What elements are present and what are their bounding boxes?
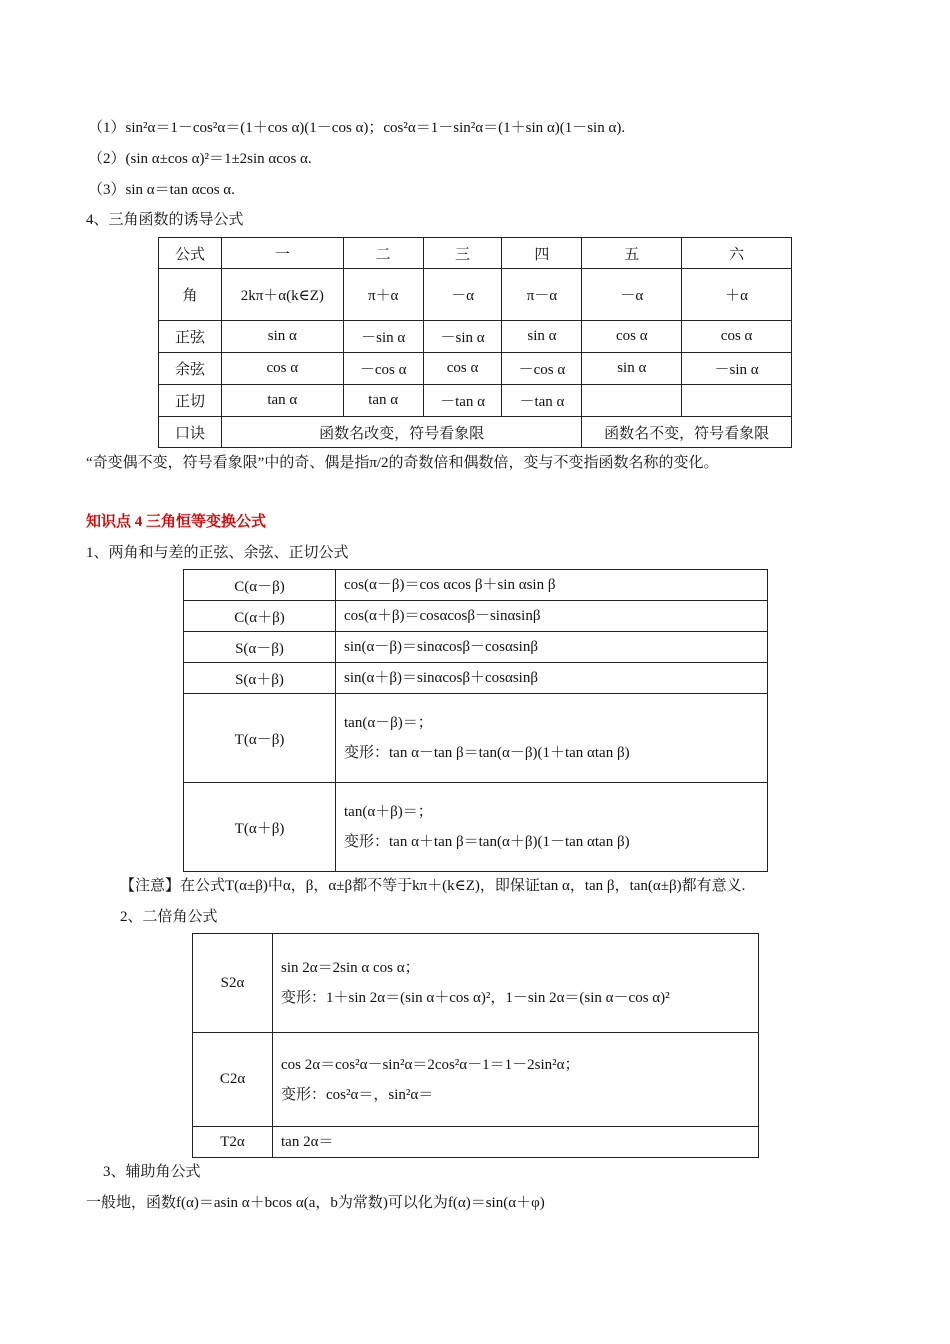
header-cell: 一	[221, 238, 343, 269]
table-cell: tan α	[343, 385, 423, 417]
table-cell: cos α	[423, 353, 502, 385]
header-cell: 四	[502, 238, 582, 269]
table-cell: cos α	[221, 353, 343, 385]
table-cell: 正切	[159, 385, 222, 417]
table-cell: 2kπ＋α(k∈Z)	[221, 269, 343, 321]
formula-line: cos 2α＝cos²α－sin²α＝2cos²α－1＝1－2sin²α；	[281, 1056, 580, 1073]
formula-name: S(α＋β)	[184, 663, 336, 694]
table-header-row	[159, 238, 792, 269]
table-cell: 正弦	[159, 321, 222, 353]
formula-name: T(α＋β)	[184, 783, 336, 872]
table-cell: cos α	[682, 321, 792, 353]
sub-heading-2: 2、二倍角公式	[120, 909, 218, 925]
formula-line: sin 2α＝2sin α cos α；	[281, 960, 420, 976]
formula-row	[193, 934, 759, 1033]
table-row	[159, 321, 792, 353]
formula-line: cos(α＋β)＝cosαcosβ－sinαsinβ	[344, 608, 541, 624]
table-cell: tan α	[221, 385, 343, 417]
mnemonic-1: 函数名改变，符号看象限	[221, 417, 581, 448]
induction-table	[158, 237, 792, 448]
formula-row	[184, 663, 768, 694]
sub-heading-3: 3、辅助角公式	[103, 1164, 201, 1180]
formula-name: S2α	[193, 934, 273, 1033]
formula-name: C(α＋β)	[184, 601, 336, 632]
formula-name: T2α	[193, 1127, 273, 1158]
induction-heading: 4、三角函数的诱导公式	[86, 212, 244, 228]
formula-name: T(α－β)	[184, 694, 336, 783]
table-cell: －sin α	[682, 353, 792, 385]
table-cell: sin α	[582, 353, 682, 385]
header-cell: 三	[423, 238, 502, 269]
sum-difference-table	[183, 569, 768, 872]
formula-line: 变形：tan α－tan β＝tan(α－β)(1＋tan αtan β)	[344, 745, 630, 761]
identity-3: （3）sin α＝tan αcos α.	[88, 182, 235, 198]
header-cell: 六	[682, 238, 792, 269]
table-cell: －α	[582, 269, 682, 321]
table-cell: －cos α	[343, 353, 423, 385]
section-title: 知识点 4 三角恒等变换公式	[86, 514, 267, 530]
mnemonic-label: 口诀	[159, 417, 222, 448]
table-cell: －cos α	[502, 353, 582, 385]
table-row	[159, 385, 792, 417]
formula-line: 变形：cos²α＝，sin²α＝	[281, 1086, 434, 1103]
mnemonic-row	[159, 417, 792, 448]
formula-line: tan(α－β)＝；	[344, 715, 433, 731]
formula-row	[184, 783, 768, 872]
table-cell: sin α	[221, 321, 343, 353]
formula-name: C(α－β)	[184, 570, 336, 601]
formula-row	[193, 1033, 759, 1127]
table-cell: π－α	[502, 269, 582, 321]
header-cell: 公式	[159, 238, 222, 269]
formula-line: cos(α－β)＝cos αcos β＋sin αsin β	[344, 577, 556, 593]
identity-2: （2）(sin α±cos α)²＝1±2sin αcos α.	[88, 151, 312, 167]
formula-row	[184, 694, 768, 783]
formula-line: 变形：tan α＋tan β＝tan(α＋β)(1－tan αtan β)	[344, 834, 630, 850]
auxiliary-angle-text: 一般地，函数f(α)＝asin α＋bcos α(a，b为常数)可以化为f(α)＝sin(α＋φ)	[86, 1195, 545, 1211]
table-cell: 余弦	[159, 353, 222, 385]
mnemonic-2: 函数名不变，符号看象限	[582, 417, 792, 448]
formula-row	[193, 1127, 759, 1158]
double-angle-table	[192, 933, 759, 1158]
identity-1: （1）sin²α＝1－cos²α＝(1＋cos α)(1－cos α)；cos²α＝1－sin²α＝(1＋sin α)(1－sin α).	[88, 120, 626, 136]
table-cell: sin α	[502, 321, 582, 353]
formula-name: C2α	[193, 1033, 273, 1127]
formula-row	[184, 632, 768, 663]
table-cell: －sin α	[343, 321, 423, 353]
formula-line: sin(α－β)＝sinαcosβ－cosαsinβ	[344, 639, 538, 655]
table-cell: cos α	[582, 321, 682, 353]
formula-name: S(α－β)	[184, 632, 336, 663]
induction-note: “奇变偶不变，符号看象限”中的奇、偶是指π/2的奇数倍和偶数倍，变与不变指函数名称的变化。	[86, 455, 719, 471]
table-cell: －α	[423, 269, 502, 321]
table-cell: ＋α	[682, 269, 792, 321]
table-cell	[582, 385, 682, 417]
note: 【注意】在公式T(α±β)中α，β，α±β都不等于kπ＋(k∈Z)，即保证tan α，tan β，tan(α±β)都有意义.	[120, 878, 746, 894]
formula-line: 变形：1＋sin 2α＝(sin α＋cos α)²，1－sin 2α＝(sin α－cos α)²	[281, 990, 670, 1006]
formula-row	[184, 570, 768, 601]
formula-row	[184, 601, 768, 632]
formula-line: tan 2α＝	[281, 1134, 334, 1150]
table-row	[159, 269, 792, 321]
table-cell: －tan α	[502, 385, 582, 417]
header-cell: 五	[582, 238, 682, 269]
table-cell: π＋α	[343, 269, 423, 321]
sub-heading-1: 1、两角和与差的正弦、余弦、正切公式	[86, 545, 349, 561]
formula-line: tan(α＋β)＝；	[344, 804, 433, 820]
formula-line: sin(α＋β)＝sinαcosβ＋cosαsinβ	[344, 670, 538, 686]
table-row	[159, 353, 792, 385]
header-cell: 二	[343, 238, 423, 269]
table-cell	[682, 385, 792, 417]
table-cell: 角	[159, 269, 222, 321]
table-cell: －sin α	[423, 321, 502, 353]
table-cell: －tan α	[423, 385, 502, 417]
